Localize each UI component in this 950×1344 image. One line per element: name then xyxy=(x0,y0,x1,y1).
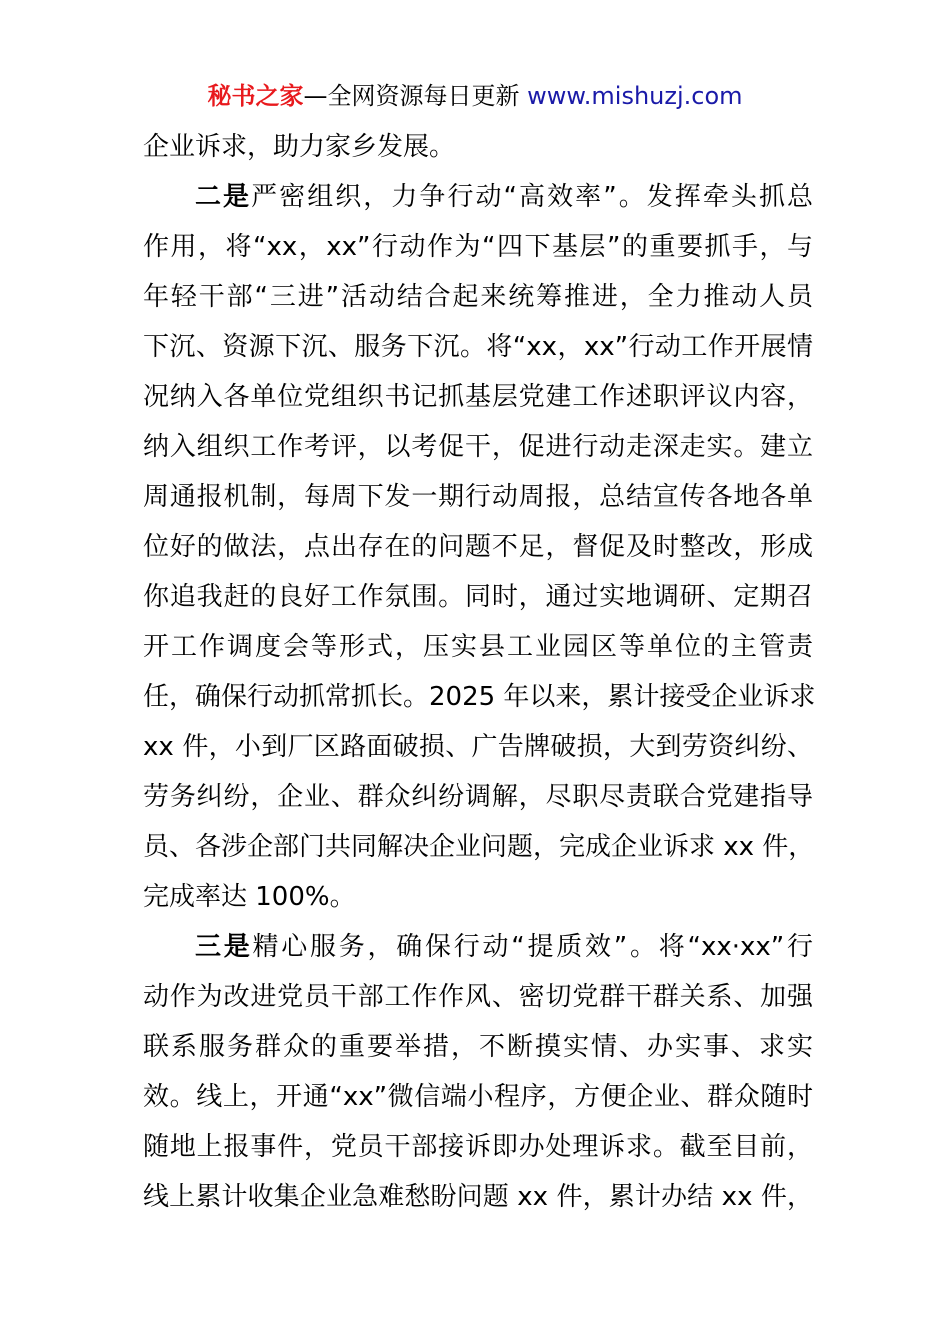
text-line: 企业诉求，助力家乡发展。 xyxy=(143,132,456,162)
text-line: 纳入组织工作考评，以考促干，促进行动走深走实。建立 xyxy=(143,432,813,462)
text-line: 员、各涉企部门共同解决企业问题，完成企业诉求 xx 件， xyxy=(143,832,815,862)
text-line: 联系服务群众的重要举措，不断摸实情、办实事、求实 xyxy=(143,1032,813,1062)
site-url-link[interactable]: www.mishuzj.com xyxy=(527,82,743,110)
text-line: 况纳入各单位党组织书记抓基层党建工作述职评议内容， xyxy=(143,382,813,412)
text-line: 周通报机制，每周下发一期行动周报，总结宣传各地各单 xyxy=(143,482,813,512)
text-line: xx 件，小到厂区路面破损、广告牌破损，大到劳资纠纷、 xyxy=(143,732,813,762)
text-line: 随地上报事件，党员干部接诉即办处理诉求。截至目前， xyxy=(143,1132,813,1162)
header-tagline: —全网资源每日更新 xyxy=(303,82,520,110)
text-line: 年轻干部“三进”活动结合起来统筹推进，全力推动人员 xyxy=(143,282,813,312)
text-line: 你追我赶的良好工作氛围。同时，通过实地调研、定期召 xyxy=(143,582,813,612)
site-header xyxy=(0,80,950,112)
text-line: 动作为改进党员干部工作作风、密切党群干群关系、加强 xyxy=(143,982,813,1012)
text-line: 完成率达 100%。 xyxy=(143,882,356,912)
text-line: 开工作调度会等形式，压实县工业园区等单位的主管责 xyxy=(143,632,813,662)
text-line: 线上累计收集企业急难愁盼问题 xx 件，累计办结 xx 件， xyxy=(143,1182,813,1212)
text-line: 位好的做法，点出存在的问题不足，督促及时整改，形成 xyxy=(143,532,813,562)
text-line: 效。线上，开通“xx”微信端小程序，方便企业、群众随时 xyxy=(143,1082,813,1112)
paragraph-lead: 三是 xyxy=(195,932,253,962)
text-line: 劳务纠纷，企业、群众纠纷调解，尽职尽责联合党建指导 xyxy=(143,782,813,812)
brand-name: 秘书之家 xyxy=(207,82,304,110)
paragraph-3-first-line xyxy=(143,922,813,972)
text-line: 严密组织，力争行动“高效率”。发挥牵头抓总 xyxy=(251,182,813,212)
text-line: 作用，将“xx，xx”行动作为“四下基层”的重要抓手，与 xyxy=(143,232,813,262)
text-line: 下沉、资源下沉、服务下沉。将“xx，xx”行动工作开展情 xyxy=(143,332,813,362)
document-body xyxy=(143,122,816,1222)
paragraph-lead: 二是 xyxy=(195,182,252,212)
paragraph-2-first-line xyxy=(143,172,813,222)
text-line: 任，确保行动抓常抓长。2025 年以来，累计接受企业诉求 xyxy=(143,682,816,712)
text-line: 精心服务，确保行动“提质效”。将“xx·xx”行 xyxy=(252,932,813,962)
